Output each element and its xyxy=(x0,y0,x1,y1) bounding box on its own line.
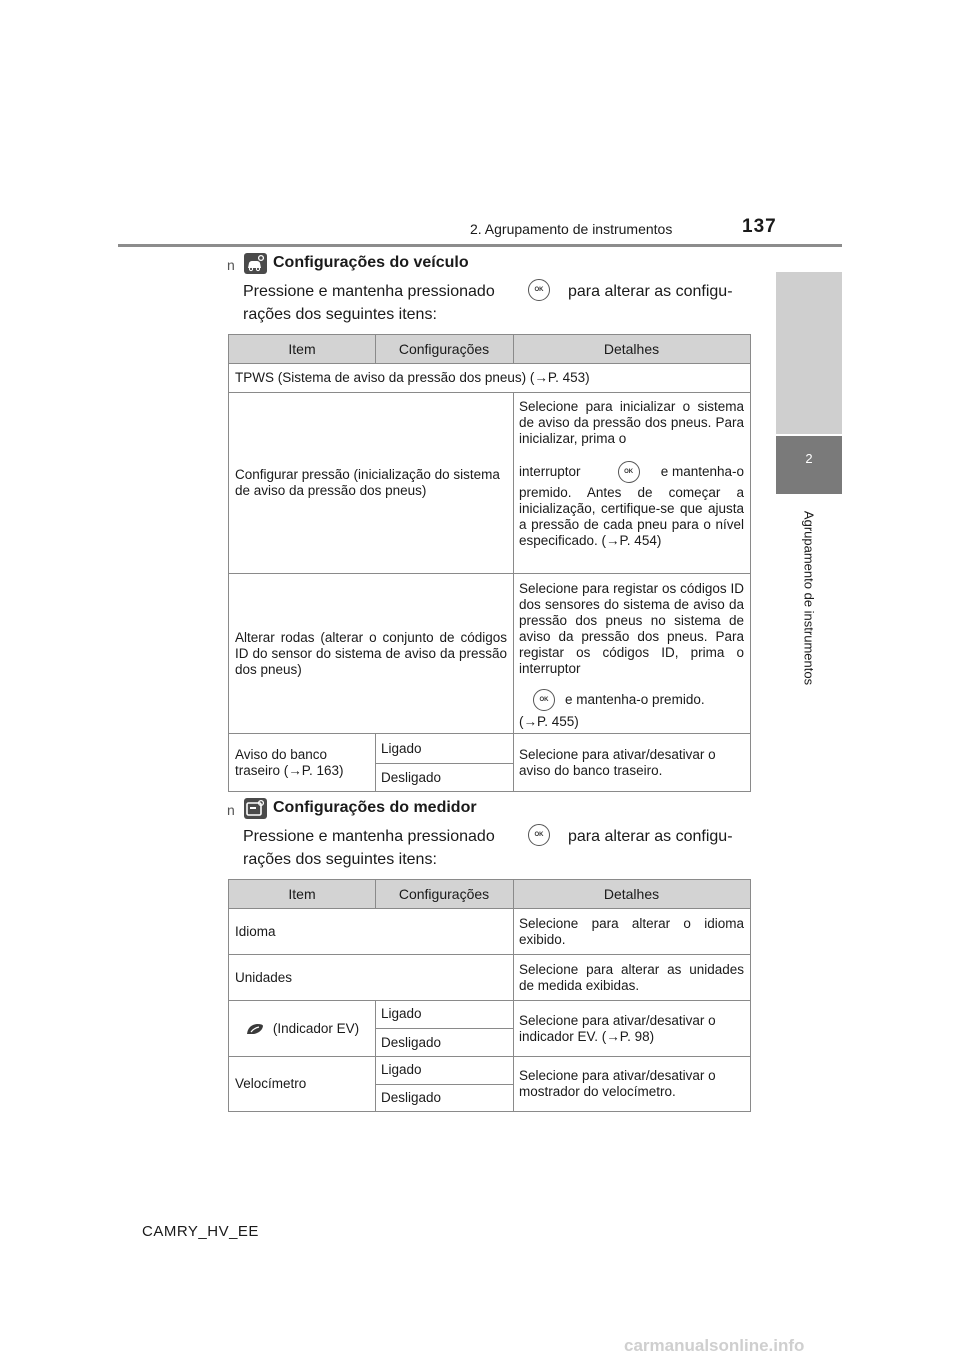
table-cell-setting: Ligado xyxy=(381,741,422,756)
table-header-details: Detalhes xyxy=(513,335,750,363)
table-cell-setting: Ligado xyxy=(381,1062,422,1077)
table-cell-setting: Ligado xyxy=(381,1006,422,1021)
section-title-vehicle: Configurações do veículo xyxy=(273,254,469,271)
car-settings-icon xyxy=(244,253,267,274)
meter-settings-icon xyxy=(244,798,267,819)
table-cell-item: Aviso do banco traseiro (→P. 163) xyxy=(235,746,344,778)
instruction-text: rações dos seguintes itens: xyxy=(243,306,437,323)
ev-indicator-icon xyxy=(245,1022,265,1036)
running-header: 2. Agrupamento de instrumentos xyxy=(470,221,673,237)
instruction-text: Pressione e mantenha pressionado xyxy=(243,283,495,300)
table-cell-detail: Selecione para registar os códigos ID dos sensores do sistema de aviso da pressão dos pneus no sistema de aviso da pressão dos pneus. Para registar os códigos ID, prima o interruptor xyxy=(519,581,744,676)
section-bullet: n xyxy=(227,257,235,273)
table-cell-item: (Indicador EV) xyxy=(229,1001,375,1056)
table-cell-detail: Selecione para inicializar o sistema de aviso da pressão dos pneus. Para inicializar, prima o xyxy=(519,399,744,446)
table-header-details: Detalhes xyxy=(513,880,750,908)
footer-model-code: CAMRY_HV_EE xyxy=(142,1223,259,1240)
table-cell-setting: Desligado xyxy=(381,1090,442,1105)
table-cell-item: Velocímetro xyxy=(235,1076,307,1091)
table-header-settings: Configurações xyxy=(375,335,513,363)
ok-button-icon: OK xyxy=(528,279,550,301)
table-cell-setting: Desligado xyxy=(381,769,442,785)
table-cell-item: Unidades xyxy=(235,969,293,985)
instruction-text: para alterar as configu- xyxy=(568,283,733,300)
side-tab-background xyxy=(776,272,842,434)
side-tab-label: Agrupamento de instrumentos xyxy=(801,510,817,686)
ok-button-icon: OK xyxy=(618,461,640,483)
watermark: carmanualsonline.info xyxy=(624,1336,805,1355)
table-header-settings: Configurações xyxy=(375,880,513,908)
section-bullet: n xyxy=(227,802,235,818)
table-cell-detail: OK e mantenha-o premido. xyxy=(513,689,750,711)
instruction-text: rações dos seguintes itens: xyxy=(243,851,437,868)
ok-button-icon: OK xyxy=(528,824,550,846)
table-cell-detail: (→P. 455) xyxy=(519,714,579,729)
table-cell-detail: Selecione para ativar/desativar o aviso do banco traseiro. xyxy=(519,746,716,778)
table-cell-detail: premido. Antes de começar a inicialização, certifique-se que ajusta a pressão de cada pneu para o nível especificado. (→P. 454) xyxy=(519,485,744,548)
table-header-item: Item xyxy=(229,880,375,908)
table-cell-detail: Selecione para ativar/desativar o indicador EV. (→P. 98) xyxy=(519,1012,716,1044)
table-cell-detail: interruptor OK e mantenha-o xyxy=(513,461,750,483)
table-cell-item: Idioma xyxy=(235,923,276,939)
header-rule xyxy=(118,244,842,247)
meter-settings-table xyxy=(228,879,751,1112)
side-tab-number: 2 xyxy=(805,451,813,466)
instruction-text: para alterar as configu- xyxy=(568,828,733,845)
table-cell-item: Alterar rodas (alterar o conjunto de códigos ID do sensor do sistema de aviso da pressão dos pneus) xyxy=(235,629,507,677)
table-header-item: Item xyxy=(229,335,375,363)
table-cell-detail: Selecione para alterar as unidades de medida exibidas. xyxy=(519,961,744,993)
table-cell-item: Configurar pressão (inicialização do sistema de aviso da pressão dos pneus) xyxy=(235,467,500,498)
table-cell-setting: Desligado xyxy=(381,1034,442,1050)
table-group-row: TPWS (Sistema de aviso da pressão dos pneus) (→P. 453) xyxy=(235,370,590,385)
table-cell-detail: Selecione para ativar/desativar o mostrador do velocímetro. xyxy=(519,1068,716,1099)
vehicle-settings-table xyxy=(228,334,751,792)
table-cell-detail: Selecione para alterar o idioma exibido. xyxy=(519,915,744,947)
page-number: 137 xyxy=(742,216,777,237)
section-title-meter: Configurações do medidor xyxy=(273,799,477,816)
instruction-text: Pressione e mantenha pressionado xyxy=(243,828,495,845)
ok-button-icon: OK xyxy=(533,689,555,711)
